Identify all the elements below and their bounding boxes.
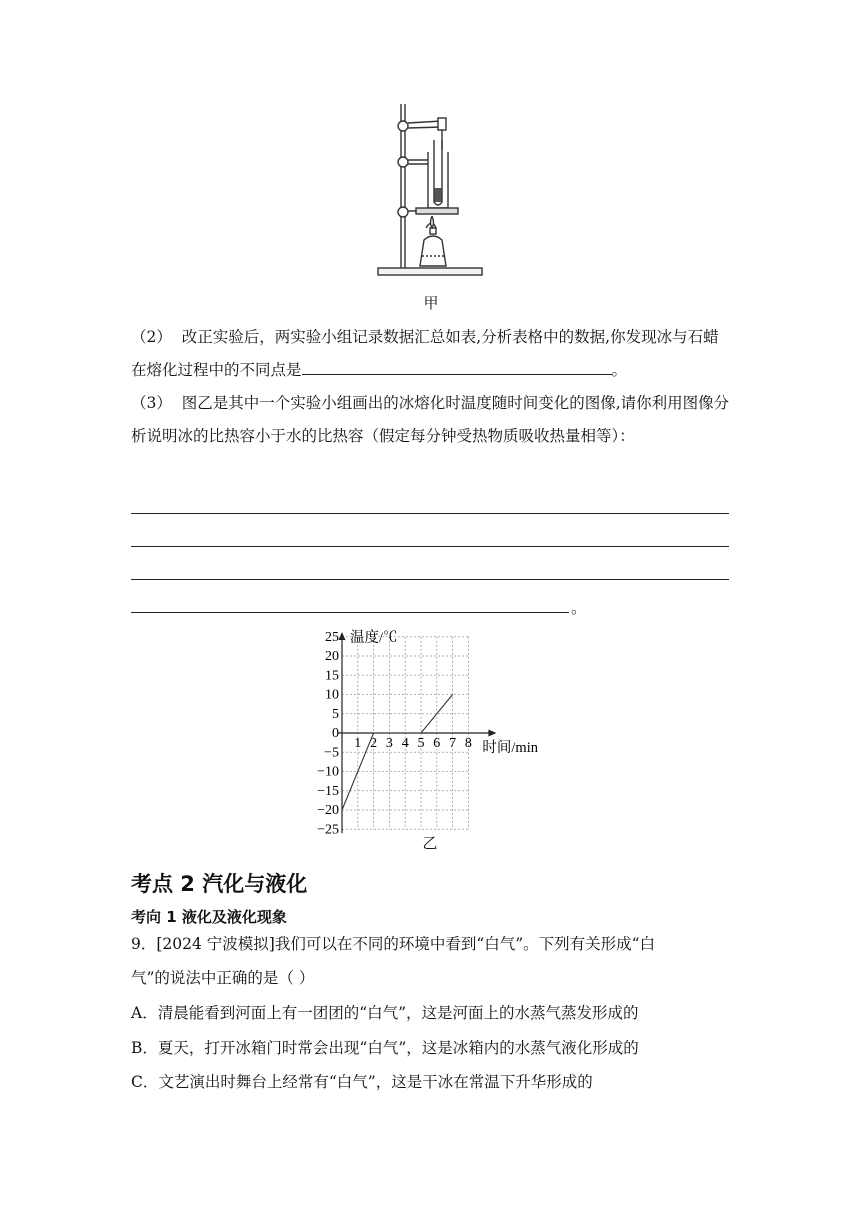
apparatus-figure bbox=[376, 100, 486, 280]
x-axis-arrow bbox=[488, 730, 496, 737]
x-tick-label: 1 bbox=[354, 736, 362, 751]
question-2-text: 改正实验后，两实验小组记录数据汇总如表,分析表格中的数据,你发现冰与石蜡在熔化过程中的不同点是 bbox=[131, 328, 719, 379]
y-tick-label: 0 bbox=[332, 726, 339, 741]
y-tick-label: 10 bbox=[325, 687, 339, 703]
question-2-label: （2） bbox=[131, 328, 172, 346]
answer-line[interactable] bbox=[131, 612, 569, 613]
y-tick-label: −20 bbox=[317, 803, 339, 818]
subsection-title: 考向 1 液化及液化现象 bbox=[131, 908, 287, 926]
x-tick-label: 2 bbox=[370, 736, 378, 751]
figure-jia-caption: 甲 bbox=[423, 294, 439, 312]
section-title: 考点 2 汽化与液化 bbox=[131, 872, 308, 896]
y-tick-label: 25 bbox=[325, 629, 339, 645]
question-3-label: （3） bbox=[131, 394, 172, 412]
x-tick-label: 4 bbox=[401, 736, 409, 751]
question-3 bbox=[131, 387, 731, 453]
figure-yi-caption: 乙 bbox=[422, 834, 438, 852]
option-b[interactable]: B．夏天，打开冰箱门时常会出现“白气”，这是冰箱内的水蒸气液化形成的 bbox=[131, 1039, 639, 1057]
answer-end-mark: 。 bbox=[571, 599, 587, 617]
y-tick-label: −5 bbox=[324, 745, 339, 761]
answer-line[interactable] bbox=[131, 513, 729, 514]
option-c[interactable]: C．文艺演出时舞台上经常有“白气”，这是干冰在常温下升华形成的 bbox=[131, 1073, 593, 1091]
question-9-stem: 9．[2024 宁波模拟]我们可以在不同的环境中看到“白气”。下列有关形成“白 bbox=[131, 935, 656, 953]
y-tick-label: 15 bbox=[325, 668, 339, 684]
temperature-time-chart bbox=[305, 622, 555, 838]
answer-blank[interactable] bbox=[302, 356, 612, 375]
y-tick-label: 20 bbox=[325, 649, 339, 664]
x-tick-label: 5 bbox=[417, 736, 425, 751]
question-9-stem-cont: 气”的说法中正确的是（ ） bbox=[131, 969, 315, 987]
answer-line[interactable] bbox=[131, 579, 729, 580]
y-tick-label: −15 bbox=[317, 783, 339, 799]
question-2-end: 。 bbox=[611, 361, 628, 379]
option-a[interactable]: A．清晨能看到河面上有一团团的“白气”，这是河面上的水蒸气蒸发形成的 bbox=[131, 1004, 639, 1022]
y-tick-label: −10 bbox=[317, 764, 339, 780]
answer-line[interactable] bbox=[131, 546, 729, 547]
x-tick-label: 6 bbox=[433, 736, 441, 751]
y-tick-label: −25 bbox=[317, 822, 339, 838]
x-tick-label: 3 bbox=[385, 736, 393, 751]
y-axis-arrow bbox=[339, 632, 346, 640]
y-axis-label: 温度/℃ bbox=[350, 630, 398, 646]
question-3-text: 图乙是其中一个实验小组画出的冰熔化时温度随时间变化的图像,请你利用图像分析说明冰的比热容小于水的比热容（假定每分钟受热物质吸收热量相等）： bbox=[131, 394, 730, 445]
x-tick-label: 7 bbox=[449, 736, 457, 751]
question-2 bbox=[131, 321, 731, 387]
y-tick-label: 5 bbox=[332, 706, 339, 722]
x-axis-label: 时间/min bbox=[482, 740, 538, 756]
x-tick-label: 8 bbox=[464, 736, 472, 751]
